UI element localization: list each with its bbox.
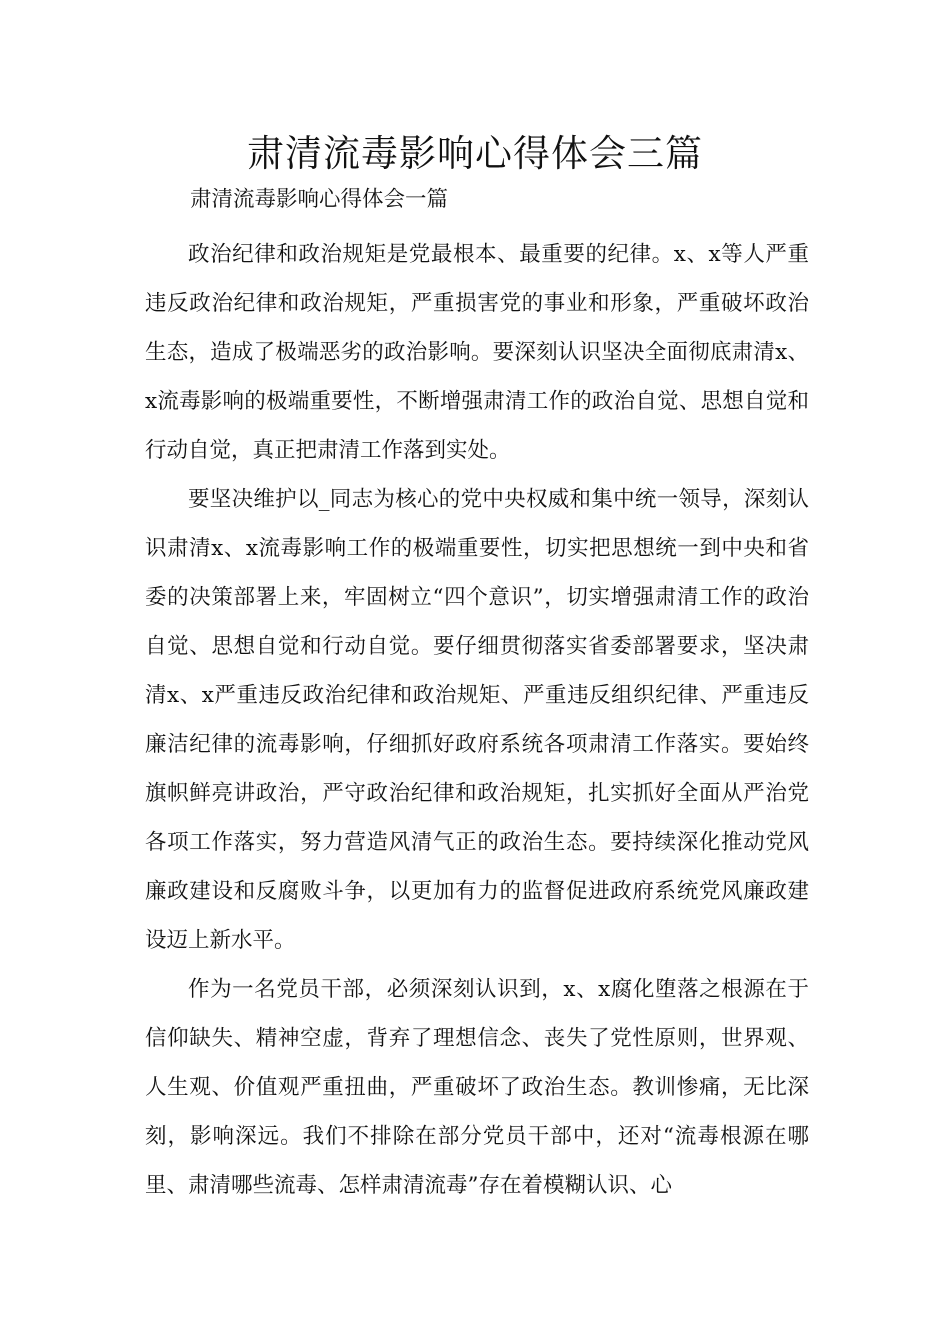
paragraph: 要坚决维护以_同志为核心的党中央权威和集中统一领导，深刻认识肃清x、x流毒影响工作的极端重要性，切实把思想统一到中央和省委的决策部署上来，牢固树立“四个意识”，切实增强肃清工作的政治自觉、思想自觉和行动自觉。要仔细贯彻落实省委部署要求，坚决肃清x、x严重违反政治纪律和政治规矩、严重违反组织纪律、严重违反廉洁纪律的流毒影响，仔细抓好政府系统各项肃清工作落实。要始终旗帜鲜亮讲政治，严守政治纪律和政治规矩，扎实抓好全面从严治党各项工作落实，努力营造风清气正的政治生态。要持续深化推动党风廉政建设和反腐败斗争，以更加有力的监督促进政府系统党风廉政建设迈上新水平。 [145, 487, 809, 953]
document-title: 肃清流毒影响心得体会三篇 [247, 132, 703, 175]
document-subtitle: 肃清流毒影响心得体会一篇 [190, 187, 449, 212]
paragraph: 政治纪律和政治规矩是党最根本、最重要的纪律。x、x等人严重违反政治纪律和政治规矩，严重损害党的事业和形象，严重破坏政治生态，造成了极端恶劣的政治影响。要深刻认识坚决全面彻底肃清x、x流毒影响的极端重要性，不断增强肃清工作的政治自觉、思想自觉和行动自觉，真正把肃清工作落到实处。 [145, 242, 809, 463]
paragraph: 作为一名党员干部，必须深刻认识到，x、x腐化堕落之根源在于信仰缺失、精神空虚，背弃了理想信念、丧失了党性原则，世界观、人生观、价值观严重扭曲，严重破坏了政治生态。教训惨痛，无比深刻，影响深远。我们不排除在部分党员干部中，还对“流毒根源在哪里、肃清哪些流毒、怎样肃清流毒”存在着模糊认识、心 [145, 977, 809, 1198]
document-body [145, 230, 809, 1210]
